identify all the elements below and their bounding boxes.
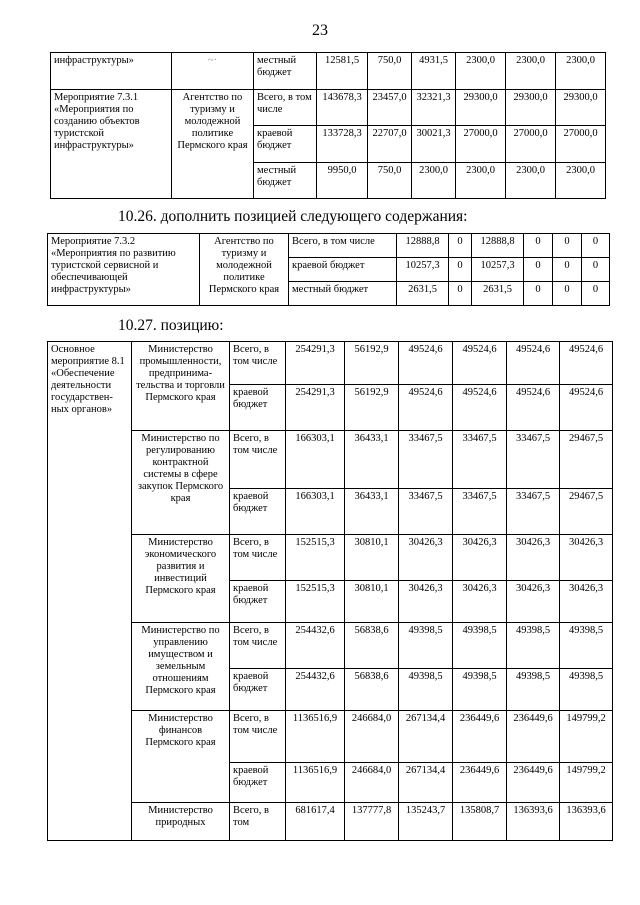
budget-label: Всего, в том [230,803,286,841]
value-cell: 30810,1 [345,581,399,623]
value-cell: 0 [449,282,472,306]
value-cell: 33467,5 [453,489,507,535]
executor-cell: Министерство промышленности, предпринима-тельства и торговли Пермского края [132,342,230,431]
value-cell: 0 [524,282,553,306]
value-cell: 30426,3 [453,581,507,623]
budget-label: краевой бюджет [230,385,286,431]
value-cell: 12888,8 [397,234,449,258]
value-cell: 152515,3 [286,581,345,623]
executor-cell: Министерство по управлению имуществом и земельным отношениям Пермского края [132,623,230,711]
value-cell: 30426,3 [399,535,453,581]
value-cell: 1136516,9 [286,763,345,803]
section-heading-10-27: 10.27. позицию: [118,317,224,334]
value-cell: 56838,6 [345,669,399,711]
value-cell: 750,0 [368,53,412,90]
value-cell: 49524,6 [507,385,560,431]
value-cell: 254291,3 [286,385,345,431]
value-cell: 2631,5 [472,282,524,306]
value-cell: 236449,6 [453,711,507,763]
value-cell: 135808,7 [453,803,507,841]
executor-cell: Министерство по регулированию контрактной системы в сфере закупок Пермского края [132,431,230,535]
value-cell: 2300,0 [456,163,506,199]
budget-label: местный бюджет [254,163,317,199]
budget-label: Всего, в том числе [289,234,397,258]
value-cell: 30021,3 [412,126,456,163]
value-cell: 49524,6 [453,342,507,385]
budget-label: Всего, в том числе [254,90,317,126]
value-cell: 149799,2 [560,763,613,803]
value-cell: 236449,6 [507,711,560,763]
budget-label: краевой бюджет [230,763,286,803]
value-cell: 2300,0 [556,163,606,199]
value-cell: 681617,4 [286,803,345,841]
value-cell: 49398,5 [507,669,560,711]
value-cell: 22707,0 [368,126,412,163]
value-cell: 30426,3 [560,581,613,623]
value-cell: 236449,6 [507,763,560,803]
value-cell: 32321,3 [412,90,456,126]
value-cell: 166303,1 [286,489,345,535]
value-cell: 29300,0 [506,90,556,126]
value-cell: 254432,6 [286,669,345,711]
value-cell: 33467,5 [399,431,453,489]
value-cell: 0 [524,258,553,282]
value-cell: 49398,5 [560,623,613,669]
value-cell: 29300,0 [556,90,606,126]
value-cell: 149799,2 [560,711,613,763]
value-cell: 29467,5 [560,489,613,535]
value-cell: 30426,3 [507,581,560,623]
value-cell: 30426,3 [507,535,560,581]
executor-cell: Агентство по туризму и молодежной политике Пермского края [172,90,254,199]
value-cell: 49524,6 [560,385,613,431]
measure-name-cell: Мероприятие 7.3.1 «Мероприятия по созданию объектов туристской инфраструктуры» [51,90,172,199]
value-cell: 0 [449,258,472,282]
value-cell: 136393,6 [560,803,613,841]
value-cell: 10257,3 [397,258,449,282]
budget-label: краевой бюджет [289,258,397,282]
value-cell: 0 [524,234,553,258]
value-cell: 254432,6 [286,623,345,669]
executor-cell: Министерство природных [132,803,230,841]
value-cell: 33467,5 [507,489,560,535]
value-cell: 0 [449,234,472,258]
value-cell: 30810,1 [345,535,399,581]
executor-cell: Министерство финансов Пермского края [132,711,230,803]
value-cell: 56192,9 [345,342,399,385]
value-cell: 27000,0 [456,126,506,163]
value-cell: 0 [553,234,582,258]
budget-label: Всего, в том числе [230,431,286,489]
budget-label: краевой бюджет [230,669,286,711]
value-cell: 49398,5 [399,623,453,669]
value-cell: 152515,3 [286,535,345,581]
value-cell: 56192,9 [345,385,399,431]
value-cell: 56838,6 [345,623,399,669]
value-cell: 2631,5 [397,282,449,306]
value-cell: 36433,1 [345,431,399,489]
value-cell: 49398,5 [399,669,453,711]
value-cell: 29300,0 [456,90,506,126]
value-cell: 2300,0 [506,53,556,90]
value-cell: 135243,7 [399,803,453,841]
executor-cell: ~· [172,53,254,90]
budget-label: местный бюджет [254,53,317,90]
budget-label: краевой бюджет [254,126,317,163]
value-cell: 27000,0 [506,126,556,163]
budget-label: краевой бюджет [230,489,286,535]
budget-label: Всего, в том числе [230,535,286,581]
page-number: 23 [312,22,328,39]
value-cell: 27000,0 [556,126,606,163]
value-cell: 236449,6 [453,763,507,803]
value-cell: 12888,8 [472,234,524,258]
value-cell: 23457,0 [368,90,412,126]
main-measure-cell: Основное мероприятие 8.1 «Обеспечение деятельности государствен-ных органов» [48,342,132,841]
value-cell: 267134,4 [399,763,453,803]
table-measure-7-3-2 [47,233,610,306]
value-cell: 2300,0 [506,163,556,199]
value-cell: 30426,3 [399,581,453,623]
value-cell: 33467,5 [453,431,507,489]
value-cell: 267134,4 [399,711,453,763]
budget-label: Всего, в том числе [230,342,286,385]
measure-name-cell: инфраструктуры» [51,53,172,90]
value-cell: 133728,3 [317,126,368,163]
budget-label: краевой бюджет [230,581,286,623]
value-cell: 49524,6 [560,342,613,385]
value-cell: 0 [582,282,610,306]
budget-label: местный бюджет [289,282,397,306]
value-cell: 49398,5 [453,669,507,711]
budget-label: Всего, в том числе [230,623,286,669]
value-cell: 254291,3 [286,342,345,385]
value-cell: 29467,5 [560,431,613,489]
value-cell: 0 [582,234,610,258]
table-main-measure-8-1 [47,341,613,841]
value-cell: 10257,3 [472,258,524,282]
value-cell: 49398,5 [560,669,613,711]
value-cell: 49524,6 [507,342,560,385]
value-cell: 246684,0 [345,711,399,763]
value-cell: 0 [553,258,582,282]
budget-label: Всего, в том числе [230,711,286,763]
value-cell: 166303,1 [286,431,345,489]
value-cell: 4931,5 [412,53,456,90]
value-cell: 246684,0 [345,763,399,803]
value-cell: 0 [582,258,610,282]
value-cell: 137777,8 [345,803,399,841]
value-cell: 12581,5 [317,53,368,90]
value-cell: 2300,0 [556,53,606,90]
value-cell: 49524,6 [399,342,453,385]
value-cell: 1136516,9 [286,711,345,763]
measure-name-cell: Мероприятие 7.3.2 «Мероприятия по развитию туристской сервисной и обеспечивающей инфраструктуры» [48,234,200,306]
value-cell: 33467,5 [399,489,453,535]
section-heading-10-26: 10.26. дополнить позицией следующего содержания: [118,208,468,225]
value-cell: 49524,6 [453,385,507,431]
value-cell: 30426,3 [453,535,507,581]
table-measure-7-3-1 [50,52,606,199]
value-cell: 2300,0 [412,163,456,199]
value-cell: 30426,3 [560,535,613,581]
value-cell: 49524,6 [399,385,453,431]
value-cell: 36433,1 [345,489,399,535]
value-cell: 2300,0 [456,53,506,90]
value-cell: 750,0 [368,163,412,199]
executor-cell: Министерство экономического развития и инвестиций Пермского края [132,535,230,623]
value-cell: 136393,6 [507,803,560,841]
value-cell: 49398,5 [453,623,507,669]
value-cell: 0 [553,282,582,306]
value-cell: 9950,0 [317,163,368,199]
value-cell: 33467,5 [507,431,560,489]
executor-cell: Агентство по туризму и молодежной политике Пермского края [200,234,289,306]
value-cell: 49398,5 [507,623,560,669]
value-cell: 143678,3 [317,90,368,126]
